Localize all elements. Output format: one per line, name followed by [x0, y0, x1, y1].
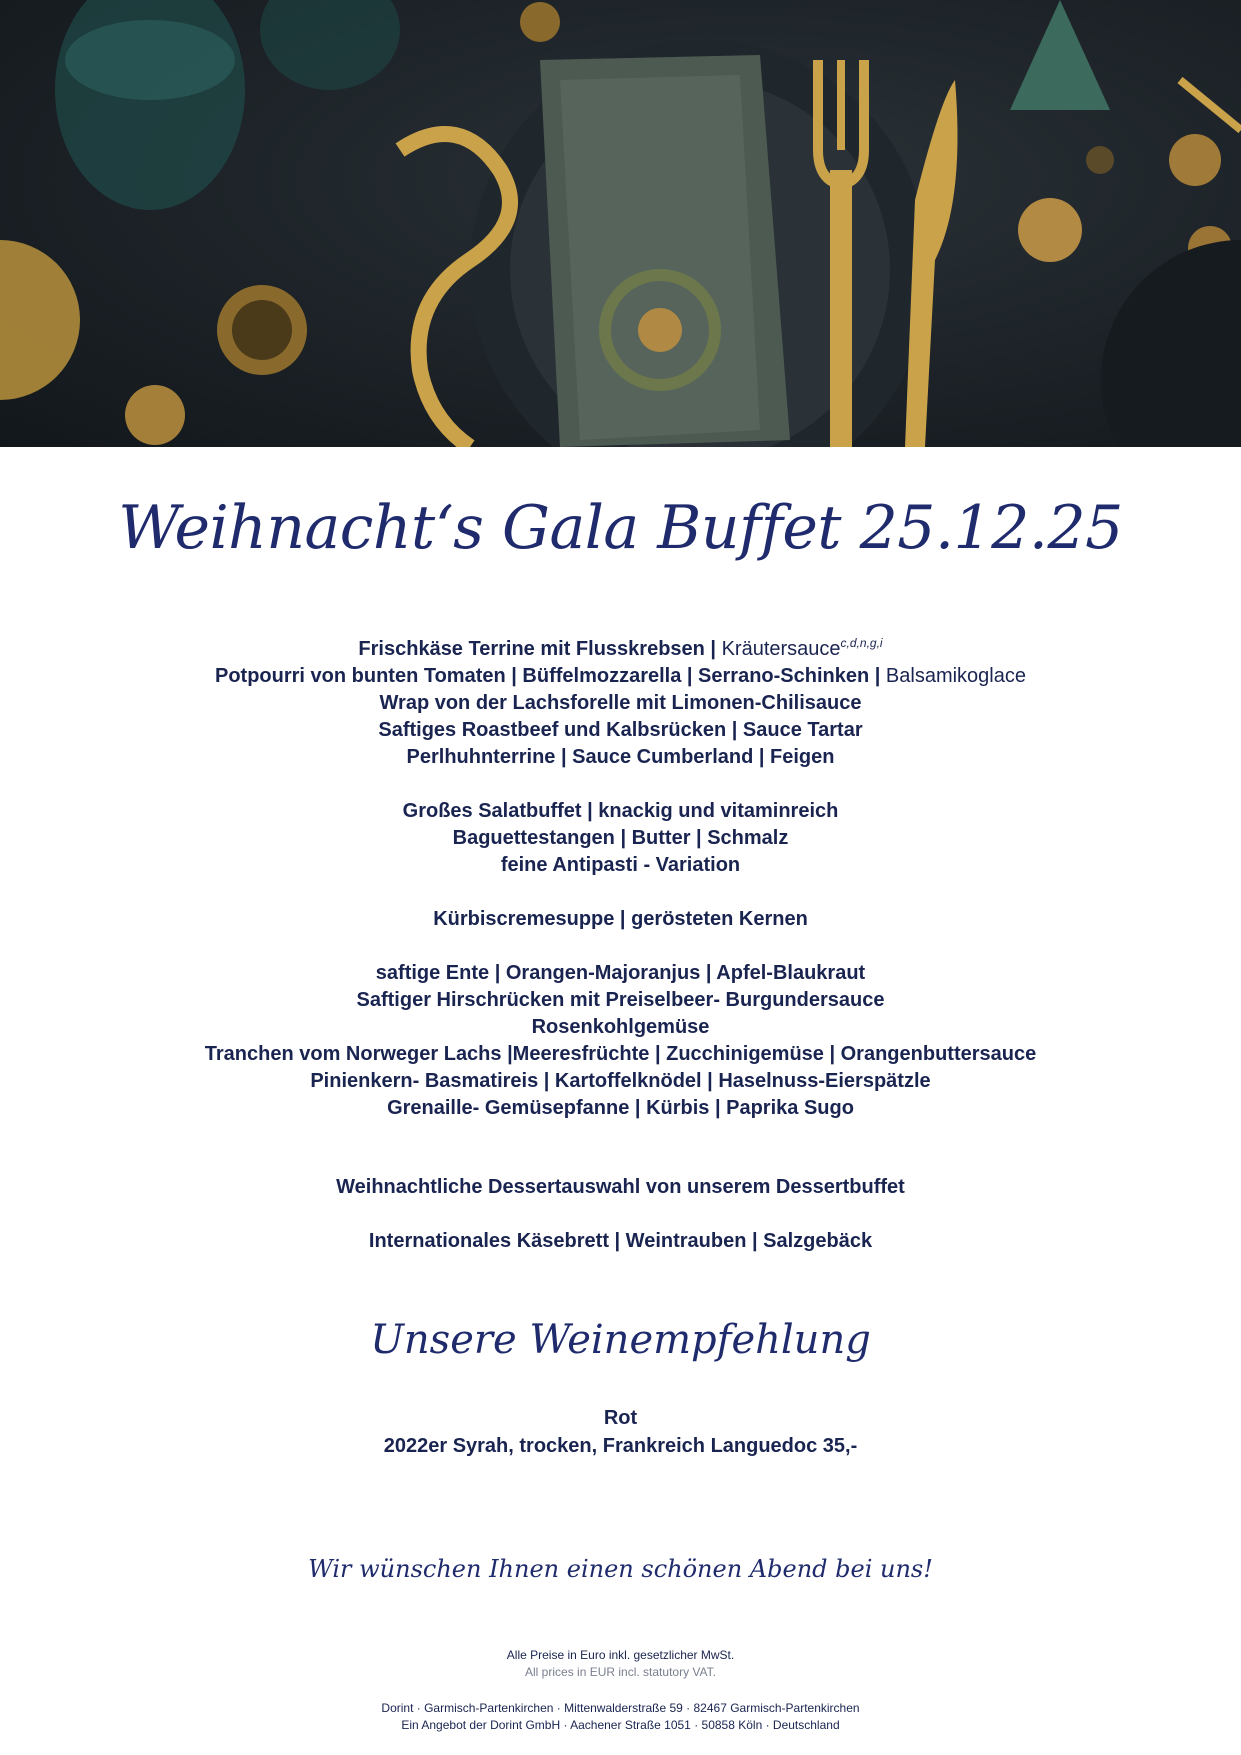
menu-item: Frischkäse Terrine mit Flusskrebsen | Kräutersauce$^{c,d,n,g,i}$ — [358, 636, 883, 660]
menu-item: Kürbiscremesuppe | gerösteten Kernen — [433, 908, 808, 930]
page-title: Weihnacht‘s Gala Buffet 25.12.25 — [118, 493, 1123, 563]
header-photo — [0, 0, 1241, 447]
menu-item: Tranchen vom Norweger Lachs |Meeresfrüchte | Zucchinigemüse | Orangenbuttersauce — [204, 1043, 1037, 1065]
menu-item: Grenaille- Gemüsepfanne | Kürbis | Paprika Sugo — [387, 1097, 854, 1119]
menu-item: Baguettestangen | Butter | Schmalz — [452, 827, 789, 849]
wine-heading: Unsere Weinempfehlung — [370, 1317, 871, 1363]
footer — [0, 1647, 1241, 1734]
price-note-en: All prices in EUR incl. statutory VAT. — [525, 1665, 716, 1679]
company-address: Ein Angebot der Dorint GmbH · Aachener Straße 1051 · 50858 Köln · Deutschland — [401, 1718, 840, 1732]
menu-item: Pinienkern- Basmatireis | Kartoffelknödel | Haselnuss-Eierspätzle — [310, 1070, 931, 1092]
closing-greeting: Wir wünschen Ihnen einen schönen Abend bei uns! — [308, 1555, 933, 1583]
menu-item: Großes Salatbuffet | knackig und vitaminreich — [402, 800, 839, 822]
price-note-de: Alle Preise in Euro inkl. gesetzlicher MwSt. — [506, 1648, 735, 1662]
allergen-codes: c,d,n,g,i — [840, 636, 883, 650]
christmas-table-illustration — [0, 0, 1241, 447]
menu-item: saftige Ente | Orangen-Majoranjus | Apfel-Blaukraut — [375, 962, 866, 984]
menu-item: Rosenkohlgemüse — [531, 1016, 710, 1038]
menu-list — [0, 630, 1241, 1255]
wine-item: 2022er Syrah, trocken, Frankreich Languedoc 35,- — [383, 1435, 858, 1457]
hotel-address: Dorint · Garmisch-Partenkirchen · Mittenwalderstraße 59 · 82467 Garmisch-Partenkirchen — [381, 1701, 860, 1715]
menu-item: Wrap von der Lachsforelle mit Limonen-Chilisauce — [379, 692, 862, 714]
menu-item: Perlhuhnterrine | Sauce Cumberland | Feigen — [406, 746, 835, 768]
menu-item: feine Antipasti - Variation — [500, 854, 741, 876]
menu-item: Internationales Käsebrett | Weintrauben | Salzgebäck — [368, 1230, 873, 1252]
menu-item: Potpourri von bunten Tomaten | Büffelmozzarella | Serrano-Schinken | Balsamikoglace — [214, 665, 1026, 687]
menu-item: Weihnachtliche Dessertauswahl von unserem Dessertbuffet — [336, 1176, 905, 1198]
menu-item: Saftiges Roastbeef und Kalbsrücken | Sauce Tartar — [378, 719, 863, 741]
wine-recommendation — [0, 1404, 1241, 1460]
wine-category: Rot — [603, 1407, 638, 1429]
menu-item: Saftiger Hirschrücken mit Preiselbeer- Burgundersauce — [356, 989, 885, 1011]
menu-content — [0, 447, 1241, 1755]
